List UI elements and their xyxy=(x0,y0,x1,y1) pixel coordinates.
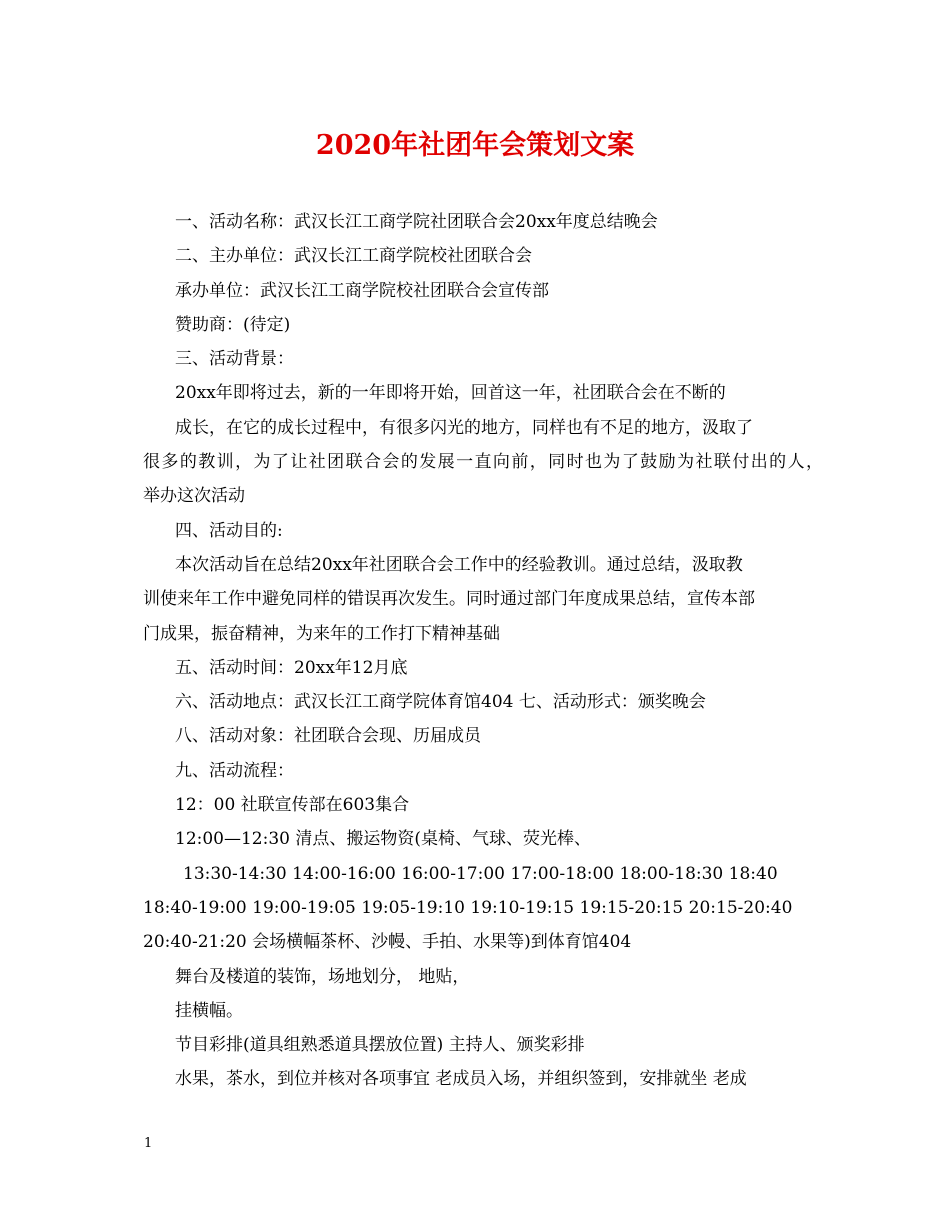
paragraph-line: 承办单位：武汉长江工商学院校社团联合会宣传部 xyxy=(175,280,549,301)
paragraph-line: 水果，茶水，到位并核对各项事宜 老成员入场，并组织签到，安排就坐 老成 xyxy=(175,1069,747,1090)
paragraph-line: 三、活动背景： xyxy=(175,349,294,370)
document-body xyxy=(143,205,823,1097)
paragraph-line: 12：00 社联宣传部在603集合 xyxy=(175,795,410,816)
paragraph-line: 成长，在它的成长过程中，有很多闪光的地方，同样也有不足的地方，汲取了 xyxy=(175,417,753,438)
paragraph-line: 举办这次活动 xyxy=(143,486,245,507)
paragraph-line: 四、活动目的: xyxy=(175,520,283,541)
paragraph-line: 六、活动地点：武汉长江工商学院体育馆404 七、活动形式：颁奖晚会 xyxy=(175,692,706,713)
paragraph-line: 门成果，振奋精神，为来年的工作打下精神基础 xyxy=(143,623,500,644)
paragraph-line: 13:30-14:30 14:00-16:00 16:00-17:00 17:00-18:00 18:00-18:30 18:40 xyxy=(183,863,778,884)
paragraph-line: 节目彩排(道具组熟悉道具摆放位置) 主持人、颁奖彩排 xyxy=(175,1035,585,1056)
paragraph-line: 五、活动时间：20xx年12月底 xyxy=(175,657,408,678)
paragraph-line: 舞台及楼道的装饰，场地划分， 地贴， xyxy=(175,966,470,987)
paragraph-line: 训使来年工作中避免同样的错误再次发生。同时通过部门年度成果总结，宣传本部 xyxy=(143,589,755,610)
paragraph-line: 九、活动流程： xyxy=(175,760,294,781)
paragraph-line: 挂横幅。 xyxy=(175,1000,243,1021)
paragraph-line: 一、活动名称：武汉长江工商学院社团联合会20xx年度总结晚会 xyxy=(175,212,658,232)
paragraph-line: 很多的教训，为了让社团联合会的发展一直向前，同时也为了鼓励为社联付出的人， xyxy=(143,452,823,473)
paragraph-line: 二、主办单位：武汉长江工商学院校社团联合会 xyxy=(175,246,532,267)
paragraph-line: 赞助商：(待定) xyxy=(175,314,291,335)
paragraph-line: 20:40-21:20 会场横幅茶杯、沙幔、手拍、水果等)到体育馆404 xyxy=(143,932,632,953)
document-title: 2020年社团年会策划文案 xyxy=(315,130,635,161)
page-number: 1 xyxy=(144,1136,153,1151)
paragraph-line: 本次活动旨在总结20xx年社团联合会工作中的经验教训。通过总结，汲取教 xyxy=(175,554,743,575)
paragraph-line: 18:40-19:00 19:00-19:05 19:05-19:10 19:10-19:15 19:15-20:15 20:15-20:40 xyxy=(143,897,793,918)
paragraph-line: 20xx年即将过去，新的一年即将开始，回首这一年，社团联合会在不断的 xyxy=(175,383,726,404)
paragraph-line: 12:00—12:30 清点、搬运物资(桌椅、气球、荧光棒、 xyxy=(175,829,592,850)
paragraph-line: 八、活动对象：社团联合会现、历届成员 xyxy=(175,726,481,747)
